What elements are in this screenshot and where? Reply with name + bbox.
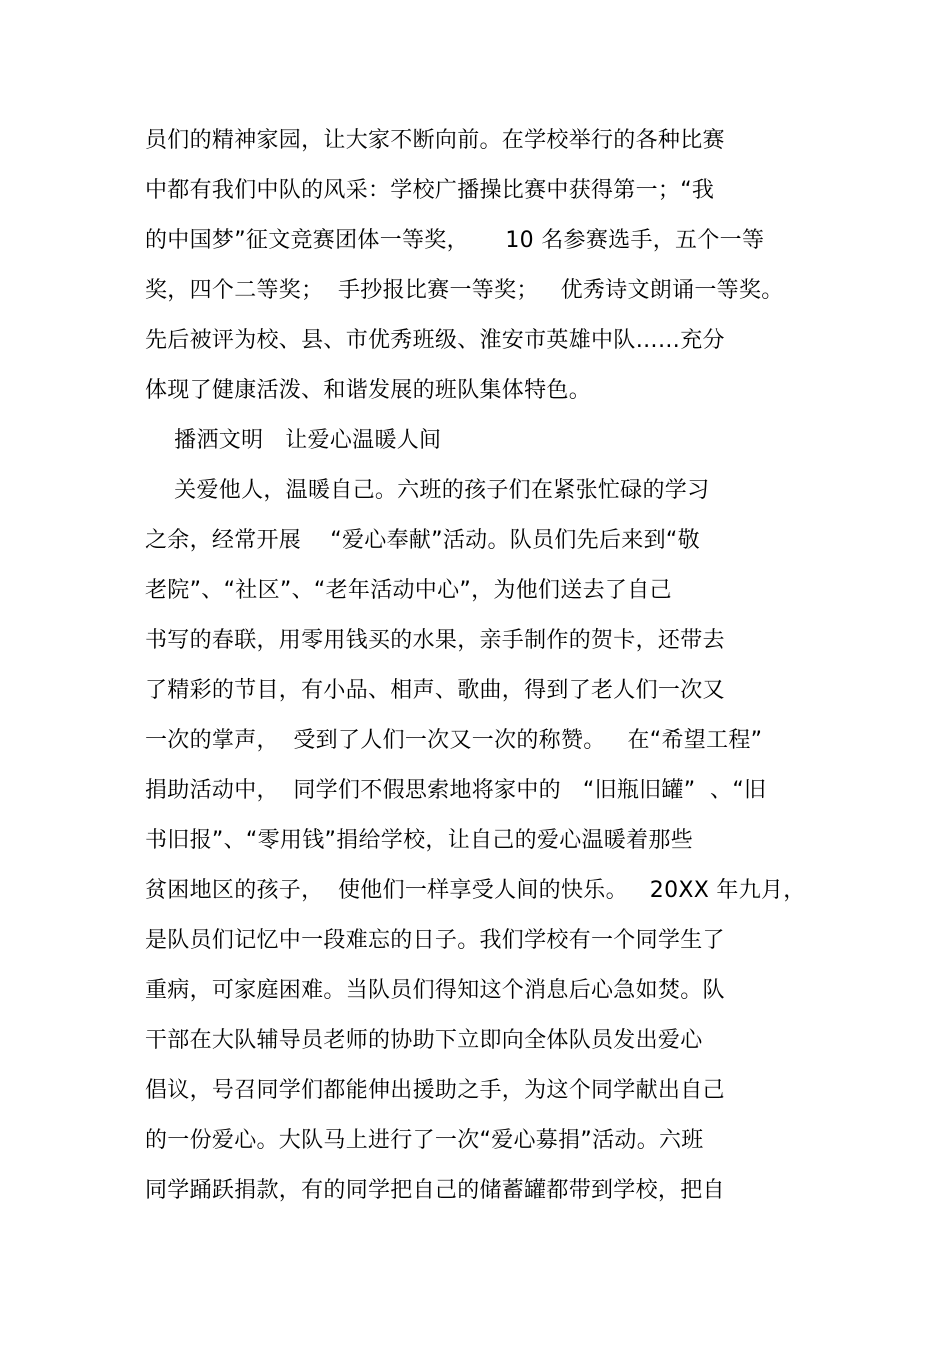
text-line: 一次的掌声， 受到了人们一次又一次的称赞。 在“希望工程” [145, 728, 763, 753]
text-line: 是队员们记忆中一段难忘的日子。我们学校有一个同学生了 [145, 928, 725, 953]
text-line: 重病，可家庭困难。当队员们得知这个消息后心急如焚。队 [145, 978, 725, 1003]
text-line: 中都有我们中队的风采：学校广播操比赛中获得第一；“我 [145, 178, 715, 203]
text-line: 关爱他人，温暖自己。六班的孩子们在紧张忙碌的学习 [145, 478, 710, 503]
text-line: 之余，经常开展 “爱心奉献”活动。队员们先后来到“敬 [145, 528, 700, 553]
text-line: 了精彩的节目，有小品、相声、歌曲，得到了老人们一次又 [145, 678, 725, 703]
text-line: 书写的春联，用零用钱买的水果，亲手制作的贺卡，还带去 [145, 628, 725, 653]
text-line: 同学踊跃捐款，有的同学把自己的储蓄罐都带到学校，把自 [145, 1178, 725, 1203]
text-line: 干部在大队辅导员老师的协助下立即向全体队员发出爱心 [145, 1028, 703, 1053]
text-line: 倡议，号召同学们都能伸出援助之手，为这个同学献出自己 [145, 1078, 725, 1103]
text-line: 员们的精神家园，让大家不断向前。在学校举行的各种比赛 [145, 128, 725, 153]
text-line: 老院”、“社区”、“老年活动中心”，为他们送去了自己 [145, 578, 672, 603]
text-line: 先后被评为校、县、市优秀班级、淮安市英雄中队……充分 [145, 328, 725, 353]
text-line: 奖，四个二等奖； 手抄报比赛一等奖； 优秀诗文朗诵一等奖。 [145, 278, 784, 303]
section-heading: 播洒文明 让爱心温暖人间 [145, 428, 442, 453]
text-line: 贫困地区的孩子， 使他们一样享受人间的快乐。 20XX 年九月， [145, 878, 806, 903]
text-line: 的一份爱心。大队马上进行了一次“爱心募捐”活动。六班 [145, 1128, 704, 1153]
text-line: 捐助活动中， 同学们不假思索地将家中的 “旧瓶旧罐” 、“旧 [145, 778, 767, 803]
text-line: 体现了健康活泼、和谐发展的班队集体特色。 [145, 378, 592, 403]
text-line: 的中国梦”征文竞赛团体一等奖， 10 名参赛选手，五个一等 [145, 228, 765, 253]
text-line: 书旧报”、“零用钱”捐给学校，让自己的爱心温暖着那些 [145, 828, 693, 853]
